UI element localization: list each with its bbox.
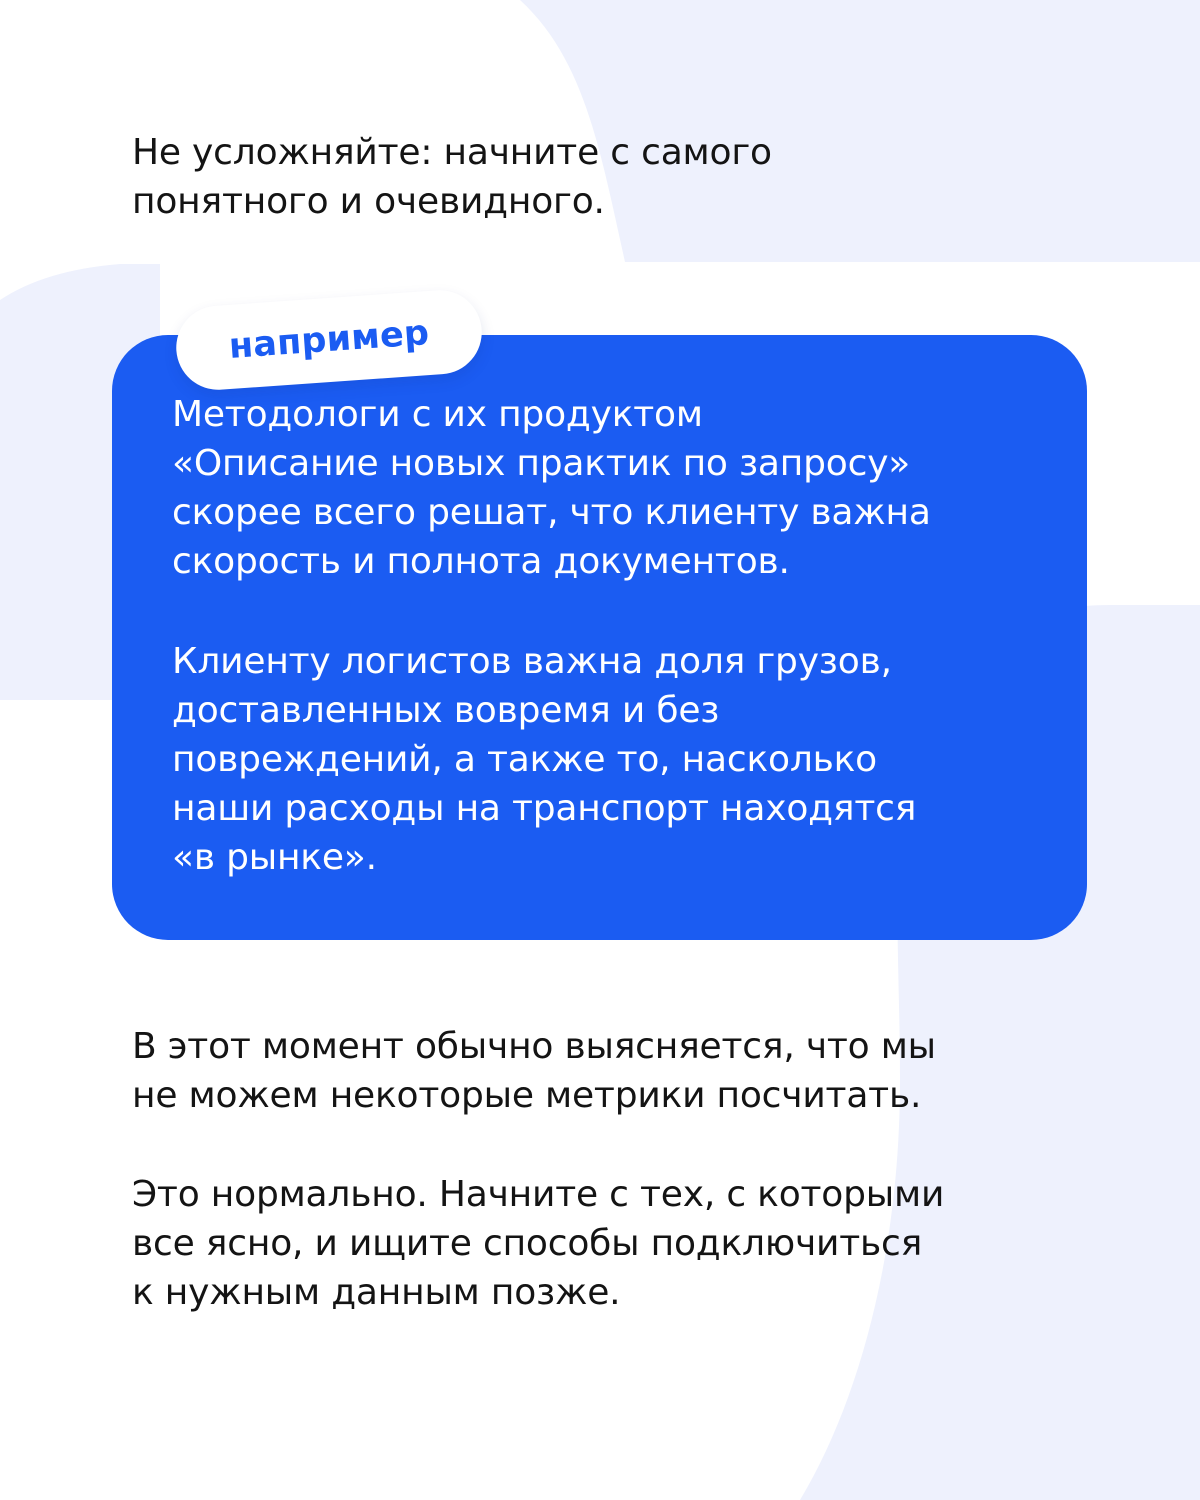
example-line: наши расходы на транспорт находятся xyxy=(172,788,917,829)
outro-paragraph-2 xyxy=(132,1170,1032,1317)
outro-line: Это нормально. Начните с тех, с которыми xyxy=(132,1174,945,1215)
example-line: скорость и полнота документов. xyxy=(172,541,790,582)
example-paragraph-2 xyxy=(172,637,1052,882)
example-line: Клиенту логистов важна доля грузов, xyxy=(172,641,892,682)
example-paragraph-1 xyxy=(172,390,1052,586)
outro-line: В этот момент обычно выясняется, что мы xyxy=(132,1026,936,1067)
intro-text xyxy=(132,128,1032,226)
intro-line: понятного и очевидного. xyxy=(132,181,605,222)
outro-line: не можем некоторые метрики посчитать. xyxy=(132,1075,922,1116)
example-line: доставленных вовремя и без xyxy=(172,690,720,731)
example-tag-label: например xyxy=(227,313,431,367)
example-line: скорее всего решат, что клиенту важна xyxy=(172,492,931,533)
example-card xyxy=(112,335,1087,940)
example-line: повреждений, а также то, насколько xyxy=(172,739,878,780)
outro-line: все ясно, и ищите способы подключиться xyxy=(132,1223,923,1264)
example-line: Методологи с их продуктом xyxy=(172,394,703,435)
outro-line: к нужным данным позже. xyxy=(132,1272,621,1313)
example-line: «в рынке». xyxy=(172,837,377,878)
outro-paragraph-1 xyxy=(132,1022,1032,1120)
example-line: «Описание новых практик по запросу» xyxy=(172,443,911,484)
intro-line: Не усложняйте: начните с самого xyxy=(132,132,772,173)
